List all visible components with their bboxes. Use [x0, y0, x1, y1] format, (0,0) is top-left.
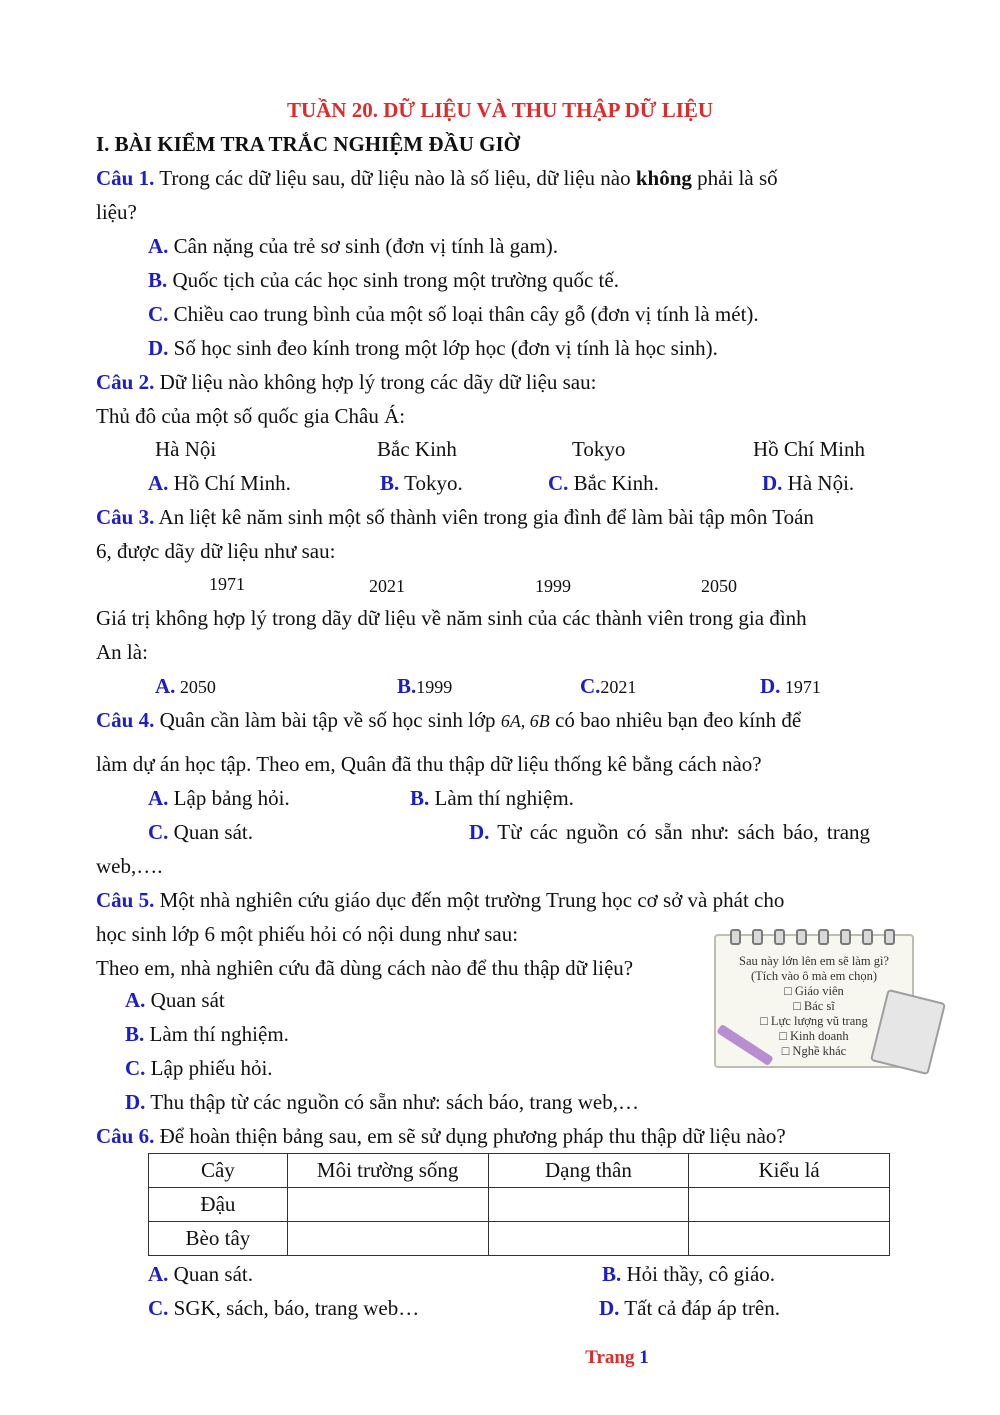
option-text: Làm thí nghiệm.: [144, 1022, 289, 1046]
question-label: Câu 2.: [96, 370, 155, 394]
option-a[interactable]: [148, 1262, 253, 1287]
option-label: B.: [380, 471, 400, 495]
table-header-cell: Cây: [149, 1154, 288, 1188]
ring-icon: [884, 929, 895, 945]
option-label: C.: [148, 302, 169, 326]
option-text: Làm thí nghiệm.: [429, 786, 574, 810]
option-label: A.: [148, 1262, 169, 1286]
option-label: A.: [148, 786, 169, 810]
option-label: C.: [148, 1296, 169, 1320]
option-b[interactable]: [380, 471, 463, 496]
year-value: 2021: [369, 576, 405, 596]
ring-icon: [730, 929, 741, 945]
question-text-continued: liệu?: [96, 200, 137, 224]
option-d[interactable]: [599, 1296, 780, 1321]
option-d[interactable]: [760, 674, 821, 699]
question-text-continued: học sinh lớp 6 một phiếu hỏi có nội dung như sau:: [96, 922, 519, 946]
option-text: Bắc Kinh.: [568, 471, 659, 495]
option-label: A.: [155, 674, 176, 698]
option-text: Hỏi thầy, cô giáo.: [621, 1262, 776, 1286]
table-cell: Đậu: [149, 1188, 288, 1222]
table-cell[interactable]: [287, 1222, 488, 1256]
option-a[interactable]: [148, 234, 558, 259]
option-text: Hà Nội.: [782, 471, 855, 495]
option-text: Cân nặng của trẻ sơ sinh (đơn vị tính là gam).: [168, 234, 559, 258]
question-4: [96, 708, 801, 733]
option-label: D.: [148, 336, 169, 360]
year-value: 2050: [701, 576, 737, 596]
question-label: Câu 4.: [96, 708, 155, 732]
option-text: Từ các nguồn có sẵn như: sách báo, trang: [489, 820, 871, 844]
option-b[interactable]: [397, 674, 452, 699]
option-label: B.: [148, 268, 168, 292]
option-text: Quan sát.: [168, 820, 253, 844]
option-label: D.: [599, 1296, 620, 1320]
note-line: □ Lực lượng vũ trang: [760, 1014, 868, 1028]
table-header-cell: Dạng thân: [488, 1154, 689, 1188]
table-cell: Bèo tây: [149, 1222, 288, 1256]
option-label: B.: [397, 674, 417, 698]
page-title: TUẦN 20. DỮ LIỆU VÀ THU THẬP DỮ LIỆU: [286, 98, 714, 122]
page-number: 1: [639, 1347, 649, 1368]
option-b[interactable]: [410, 786, 574, 811]
ring-icon: [752, 929, 763, 945]
ring-icon: [818, 929, 829, 945]
option-a[interactable]: [125, 988, 225, 1013]
option-c[interactable]: [125, 1056, 273, 1081]
option-label: C.: [148, 820, 169, 844]
option-label: A.: [148, 234, 169, 258]
option-c[interactable]: [148, 1296, 419, 1321]
year-value: 1971: [209, 574, 245, 594]
option-text: Tokyo.: [399, 471, 463, 495]
option-label: D.: [760, 674, 781, 698]
option-label: A.: [148, 471, 169, 495]
data-item: Tokyo: [572, 437, 626, 461]
question-label: Câu 6.: [96, 1124, 155, 1148]
option-label: B.: [125, 1022, 145, 1046]
note-line: Sau này lớn lên em sẽ làm gì?: [739, 954, 889, 968]
table-row: [149, 1222, 890, 1256]
class-names: 6A, 6B: [500, 711, 550, 731]
option-c[interactable]: [148, 302, 759, 327]
question-text: Để hoàn thiện bảng sau, em sẽ sử dụng phương pháp thu thập dữ liệu nào?: [154, 1124, 786, 1148]
data-table: [148, 1153, 890, 1256]
question-text-continued: Theo em, nhà nghiên cứu đã dùng cách nào để thu thập dữ liệu?: [96, 956, 634, 980]
table-row: [149, 1188, 890, 1222]
option-label: D.: [762, 471, 783, 495]
option-text: Hồ Chí Minh.: [168, 471, 291, 495]
question-text: An liệt kê năm sinh một số thành viên trong gia đình để làm bài tập môn Toán: [154, 505, 814, 529]
question-text: có bao nhiêu bạn đeo kính để: [549, 708, 802, 732]
table-header-cell: Môi trường sống: [287, 1154, 488, 1188]
option-text: Số học sinh đeo kính trong một lớp học (đơn vị tính là học sinh).: [168, 336, 718, 360]
data-item: Hà Nội: [155, 437, 217, 461]
option-label: C.: [125, 1056, 146, 1080]
option-a[interactable]: [155, 674, 216, 699]
option-a[interactable]: [148, 786, 290, 811]
option-text: Chiều cao trung bình của một số loại thân cây gỗ (đơn vị tính là mét).: [168, 302, 759, 326]
question-text-continued: An là:: [96, 640, 148, 664]
question-text-continued: Giá trị không hợp lý trong dãy dữ liệu về năm sinh của các thành viên trong gia đình: [96, 606, 807, 630]
question-emphasis: không: [635, 166, 692, 190]
note-line: □ Nghề khác: [781, 1044, 847, 1058]
option-b[interactable]: [602, 1262, 775, 1287]
option-d[interactable]: [125, 1090, 639, 1115]
year-value: 1999: [535, 576, 571, 596]
option-label: B.: [410, 786, 430, 810]
question-text: Trong các dữ liệu sau, dữ liệu nào là số liệu, dữ liệu nào: [154, 166, 636, 190]
option-text: Quan sát: [145, 988, 225, 1012]
option-b[interactable]: [125, 1022, 289, 1047]
table-cell[interactable]: [488, 1222, 689, 1256]
note-line: □ Giáo viên: [784, 984, 844, 998]
ring-icon: [796, 929, 807, 945]
data-item: Hồ Chí Minh: [753, 437, 866, 461]
option-label: B.: [602, 1262, 622, 1286]
option-text: Quan sát.: [168, 1262, 253, 1286]
question-label: Câu 3.: [96, 505, 155, 529]
option-d[interactable]: [148, 336, 718, 361]
question-1: [96, 166, 778, 191]
option-text: 2021: [600, 677, 637, 697]
option-c[interactable]: [148, 820, 253, 845]
ring-icon: [862, 929, 873, 945]
section-heading: I. BÀI KIỂM TRA TRẮC NGHIỆM ĐẦU GIỜ: [96, 132, 520, 156]
data-item: Bắc Kinh: [377, 437, 457, 461]
note-line: □ Kinh doanh: [779, 1029, 849, 1043]
option-text: 2050: [175, 677, 216, 697]
table-header-cell: Kiểu lá: [689, 1154, 890, 1188]
option-a[interactable]: [148, 471, 291, 496]
table-cell[interactable]: [488, 1188, 689, 1222]
option-b[interactable]: [148, 268, 619, 293]
ring-icon: [774, 929, 785, 945]
question-text: Một nhà nghiên cứu giáo dục đến một trường Trung học cơ sở và phát cho: [154, 888, 785, 912]
question-text: Dữ liệu nào không hợp lý trong các dãy dữ liệu sau:: [154, 370, 597, 394]
option-d[interactable]: [469, 820, 870, 845]
note-line: □ Bác sĩ: [793, 999, 835, 1013]
option-label: C.: [548, 471, 569, 495]
page-footer: [0, 1347, 1000, 1370]
option-label: C.: [580, 674, 601, 698]
option-label: D.: [125, 1090, 146, 1114]
table-cell[interactable]: [689, 1222, 890, 1256]
table-cell[interactable]: [287, 1188, 488, 1222]
option-text: 1999: [416, 677, 453, 697]
question-6: [96, 1124, 786, 1149]
option-c[interactable]: [580, 674, 636, 699]
option-text-continued: web,….: [96, 854, 163, 878]
question-text-continued: làm dự án học tập. Theo em, Quân đã thu thập dữ liệu thống kê bằng cách nào?: [96, 752, 762, 776]
option-text: Lập phiếu hỏi.: [145, 1056, 273, 1080]
question-text-continued: Thủ đô của một số quốc gia Châu Á:: [96, 404, 406, 428]
option-text: Thu thập từ các nguồn có sẵn như: sách báo, trang web,…: [145, 1090, 640, 1114]
note-line: (Tích vào ô mà em chọn): [751, 969, 877, 983]
question-text-continued: 6, được dãy dữ liệu như sau:: [96, 539, 336, 563]
option-text: Tất cả đáp áp trên.: [619, 1296, 780, 1320]
question-2: [96, 370, 596, 395]
question-5: [96, 888, 784, 913]
option-label: A.: [125, 988, 146, 1012]
question-label: Câu 1.: [96, 166, 155, 190]
question-text: phải là số: [691, 166, 778, 190]
table-cell[interactable]: [689, 1188, 890, 1222]
question-label: Câu 5.: [96, 888, 155, 912]
option-c[interactable]: [548, 471, 659, 496]
option-text: SGK, sách, báo, trang web…: [168, 1296, 420, 1320]
option-label: D.: [469, 820, 490, 844]
question-text: Quân cần làm bài tập về số học sinh lớp: [154, 708, 501, 732]
option-d[interactable]: [762, 471, 854, 496]
page-label: Trang: [585, 1347, 635, 1368]
question-3: [96, 505, 814, 530]
option-text: 1971: [780, 677, 821, 697]
option-text: Quốc tịch của các học sinh trong một trường quốc tế.: [167, 268, 619, 292]
ring-icon: [840, 929, 851, 945]
option-text: Lập bảng hỏi.: [168, 786, 290, 810]
table-header-row: [149, 1154, 890, 1188]
